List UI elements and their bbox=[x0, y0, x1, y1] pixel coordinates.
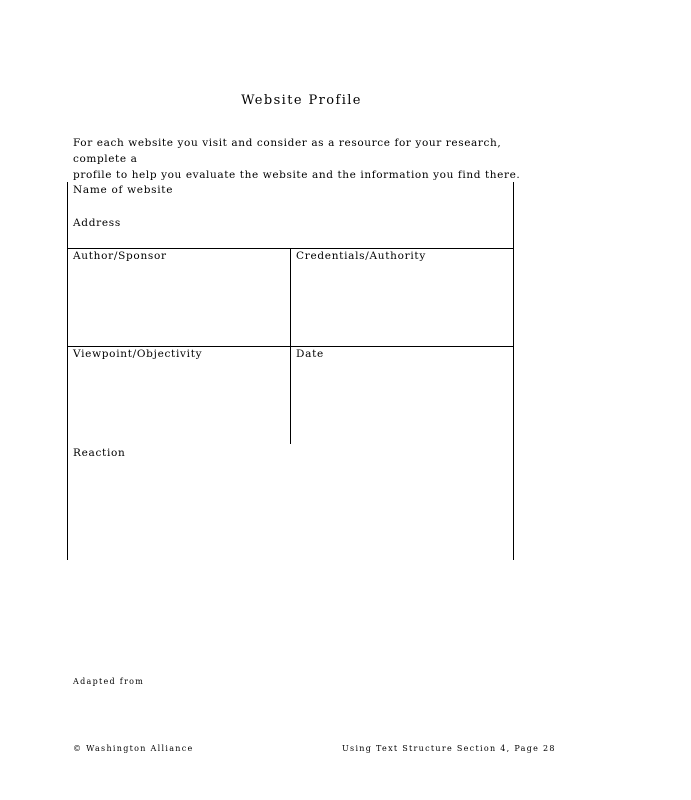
date-field[interactable]: Date bbox=[296, 348, 324, 360]
instructions-line-2: profile to help you evaluate the website and the information you find there. bbox=[73, 169, 521, 181]
instructions-line-1: For each website you visit and consider as a resource for your research, complete a bbox=[73, 137, 502, 165]
page-title: Website Profile bbox=[241, 93, 362, 108]
website-profile-form bbox=[67, 182, 514, 560]
address-field[interactable]: Address bbox=[73, 217, 121, 229]
form-right-border bbox=[513, 182, 514, 560]
form-left-border bbox=[67, 182, 68, 560]
website-name-field[interactable]: Name of website bbox=[73, 184, 174, 196]
copyright-notice: © Washington Alliance bbox=[73, 744, 194, 753]
author-sponsor-field[interactable]: Author/Sponsor bbox=[73, 250, 167, 262]
instructions bbox=[73, 135, 533, 183]
viewpoint-objectivity-field[interactable]: Viewpoint/Objectivity bbox=[73, 348, 203, 360]
credentials-authority-field[interactable]: Credentials/Authority bbox=[296, 250, 426, 262]
reaction-field[interactable]: Reaction bbox=[73, 447, 126, 459]
column-divider bbox=[290, 248, 291, 444]
adapted-from-note: Adapted from bbox=[73, 677, 145, 686]
page-number: Using Text Structure Section 4, Page 28 bbox=[342, 744, 556, 753]
